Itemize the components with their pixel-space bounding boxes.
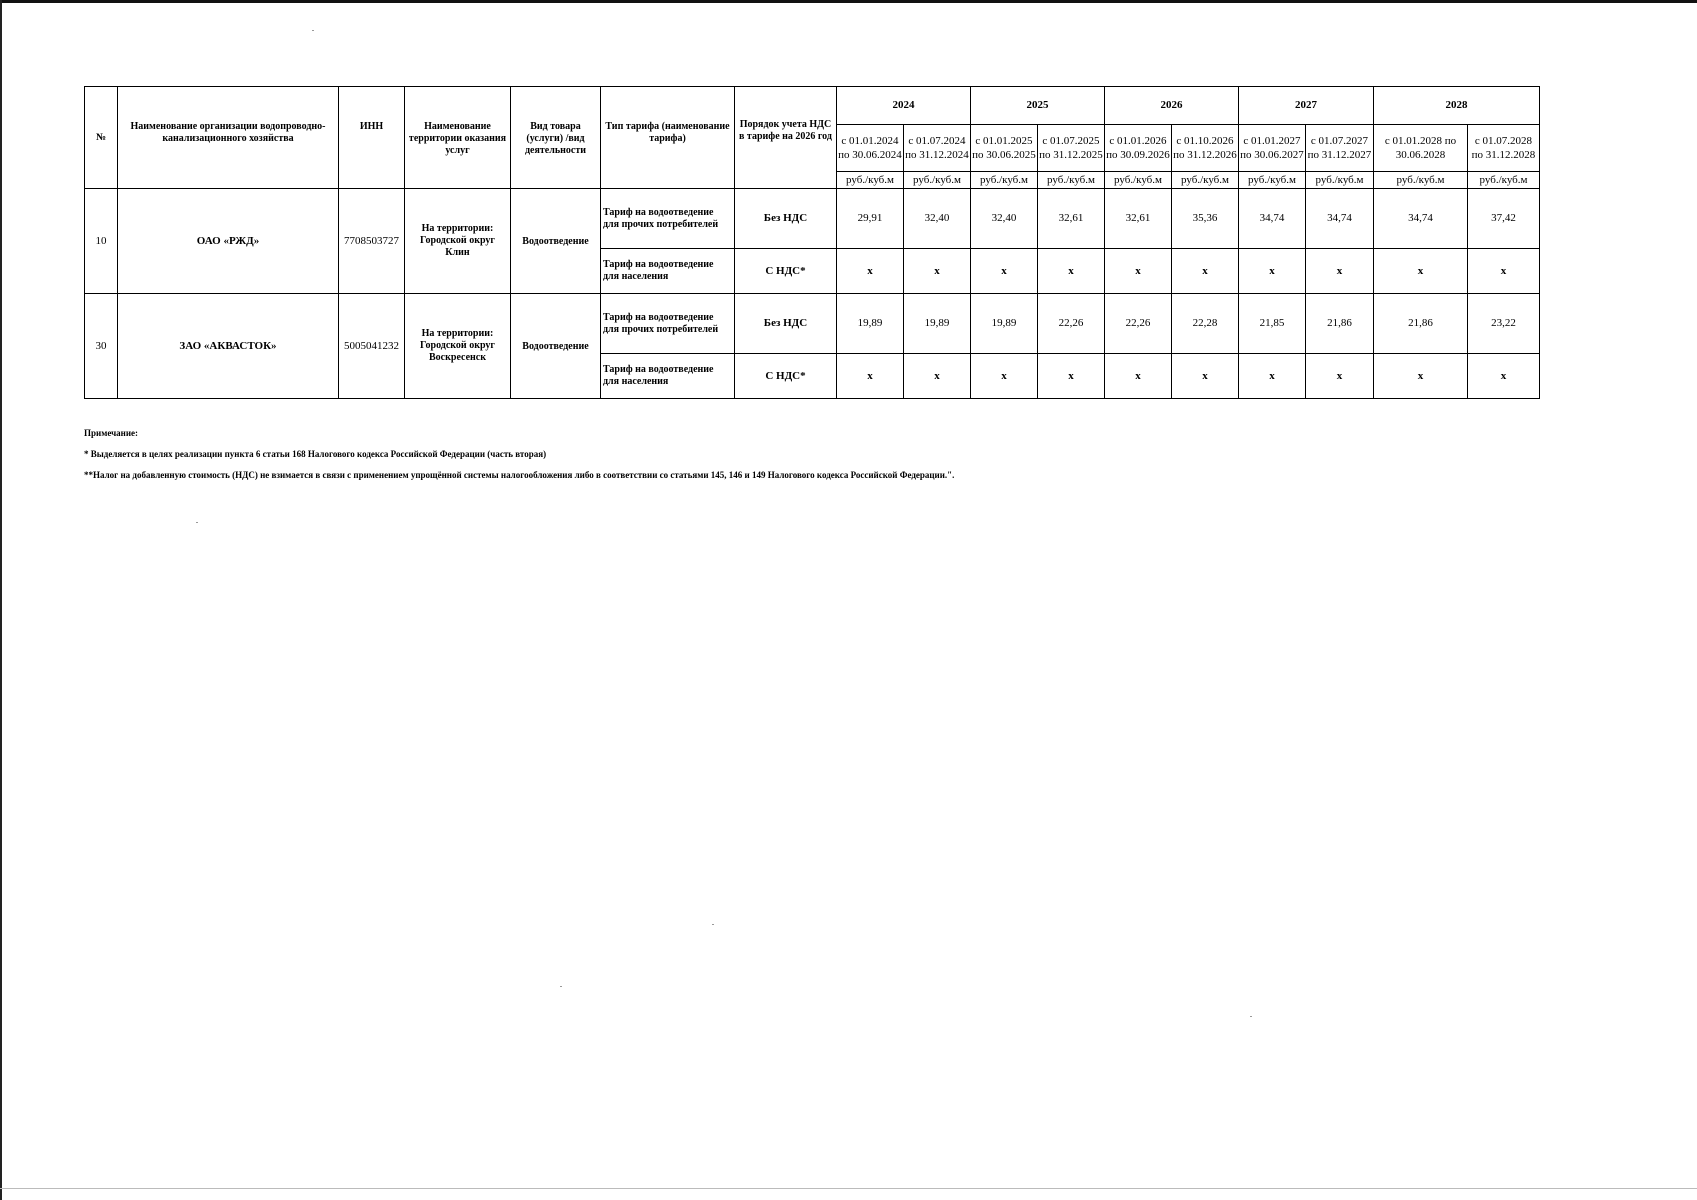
header-unit: руб./куб.м [1374,172,1468,189]
header-num: № [85,87,118,189]
tariff-value: x [904,354,971,399]
header-unit: руб./куб.м [1105,172,1172,189]
tariff-value: x [1374,249,1468,294]
header-period: с 01.01.2024 по 30.06.2024 [837,125,904,172]
scan-speck [560,986,562,987]
header-period: с 01.01.2026 по 30.09.2026 [1105,125,1172,172]
scan-speck [196,522,198,523]
row-vat: Без НДС [735,294,837,354]
row-vat: С НДС* [735,354,837,399]
row-tariff-type: Тариф на водоотведение для прочих потребителей [601,294,735,354]
row-product: Водоотведение [511,294,601,399]
tariff-value: x [1468,354,1540,399]
tariff-value: 32,61 [1038,189,1105,249]
row-territory: На территории: Городской округ Воскресенск [405,294,511,399]
header-unit: руб./куб.м [837,172,904,189]
row-num: 30 [85,294,118,399]
tariff-value: x [1105,354,1172,399]
table-row [85,294,1540,354]
tariff-value: 35,36 [1172,189,1239,249]
tariff-value: 34,74 [1374,189,1468,249]
header-period: с 01.07.2025 по 31.12.2025 [1038,125,1105,172]
tariff-value: x [904,249,971,294]
header-unit: руб./куб.м [1239,172,1306,189]
header-unit: руб./куб.м [904,172,971,189]
tariff-value: x [1038,249,1105,294]
header-year-2028: 2028 [1374,87,1540,125]
header-territory: Наименование территории оказания услуг [405,87,511,189]
notes-section [84,428,1544,491]
header-year-2024: 2024 [837,87,971,125]
row-tariff-type: Тариф на водоотведение для населения [601,249,735,294]
scan-speck [312,30,314,31]
tariff-value: 21,86 [1306,294,1374,354]
table-row [85,189,1540,249]
header-product: Вид товара (услуги) /вид деятельности [511,87,601,189]
tariff-value: x [1038,354,1105,399]
row-vat: Без НДС [735,189,837,249]
header-period: с 01.07.2024 по 31.12.2024 [904,125,971,172]
tariff-value: 22,26 [1105,294,1172,354]
tariff-value: 22,28 [1172,294,1239,354]
tariff-value: 23,22 [1468,294,1540,354]
tariff-value: 34,74 [1306,189,1374,249]
row-vat: С НДС* [735,249,837,294]
tariff-value: 21,85 [1239,294,1306,354]
header-unit: руб./куб.м [1172,172,1239,189]
tariff-value: x [1172,249,1239,294]
header-period: с 01.01.2028 по 30.06.2028 [1374,125,1468,172]
header-year-2025: 2025 [971,87,1105,125]
tariff-value: x [1172,354,1239,399]
scan-artifact-line [0,1188,1697,1189]
scan-speck [712,924,714,925]
tariff-value: 29,91 [837,189,904,249]
tariff-value: x [1306,354,1374,399]
header-vat-order: Порядок учета НДС в тарифе на 2026 год [735,87,837,189]
tariff-value: x [1239,249,1306,294]
tariff-value: 19,89 [837,294,904,354]
header-unit: руб./куб.м [971,172,1038,189]
tariff-value: 32,40 [904,189,971,249]
row-org: ОАО «РЖД» [118,189,339,294]
tariff-value: 22,26 [1038,294,1105,354]
row-territory: На территории: Городской округ Клин [405,189,511,294]
tariff-value: x [1374,354,1468,399]
header-unit: руб./куб.м [1468,172,1540,189]
tariff-value: 21,86 [1374,294,1468,354]
row-num: 10 [85,189,118,294]
tariff-value: 32,40 [971,189,1038,249]
note-footnote-1: * Выделяется в целях реализации пункта 6 статьи 168 Налогового кодекса Российской Федерации (часть вторая) [84,449,547,459]
tariff-value: 37,42 [1468,189,1540,249]
header-period: с 01.01.2027 по 30.06.2027 [1239,125,1306,172]
row-inn: 7708503727 [339,189,405,294]
row-org: ЗАО «АКВАСТОК» [118,294,339,399]
row-tariff-type: Тариф на водоотведение для прочих потребителей [601,189,735,249]
scan-speck [1250,1016,1252,1017]
row-product: Водоотведение [511,189,601,294]
tariff-value: 19,89 [904,294,971,354]
tariff-value: x [1105,249,1172,294]
row-tariff-type: Тариф на водоотведение для населения [601,354,735,399]
tariff-value: x [1239,354,1306,399]
header-period: с 01.10.2026 по 31.12.2026 [1172,125,1239,172]
tariff-table [84,86,1540,399]
header-unit: руб./куб.м [1038,172,1105,189]
tariff-value: x [837,354,904,399]
row-inn: 5005041232 [339,294,405,399]
header-period: с 01.07.2028 по 31.12.2028 [1468,125,1540,172]
tariff-value: x [1468,249,1540,294]
tariff-value: 32,61 [1105,189,1172,249]
header-org: Наименование организации водопроводно-канализационного хозяйства [118,87,339,189]
header-period: с 01.01.2025 по 30.06.2025 [971,125,1038,172]
header-period: с 01.07.2027 по 31.12.2027 [1306,125,1374,172]
header-tariff-type: Тип тарифа (наименование тарифа) [601,87,735,189]
note-footnote-2: **Налог на добавленную стоимость (НДС) не взимается в связи с применением упрощённой системы налогообложения либо в соответствии со статьями 145, 146 и 149 Налогового кодекса Российской Федерации.". [84,470,955,480]
scan-border-top [0,0,1697,3]
scan-border-left [0,0,2,1200]
tariff-value: x [1306,249,1374,294]
tariff-value: x [971,249,1038,294]
tariff-value: x [971,354,1038,399]
tariff-value: x [837,249,904,294]
tariff-value: 34,74 [1239,189,1306,249]
tariff-value: 19,89 [971,294,1038,354]
header-inn: ИНН [339,87,405,189]
header-year-2026: 2026 [1105,87,1239,125]
notes-title: Примечание: [84,428,139,438]
header-year-2027: 2027 [1239,87,1374,125]
header-unit: руб./куб.м [1306,172,1374,189]
